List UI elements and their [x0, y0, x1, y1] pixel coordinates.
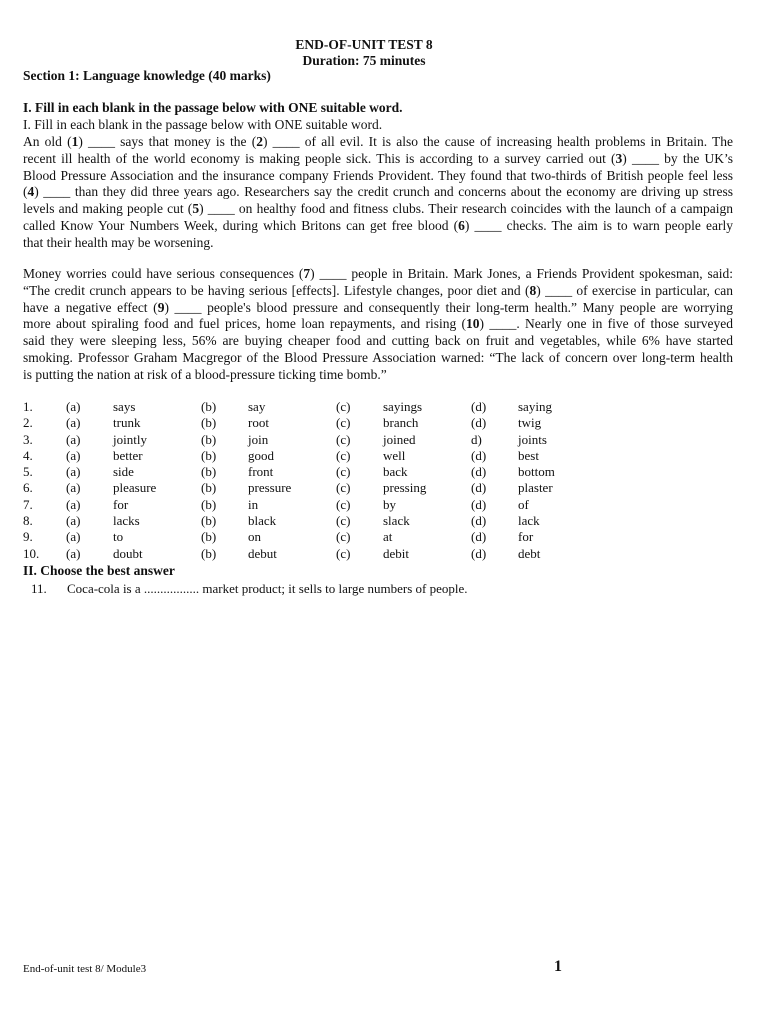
option-letter: (a): [66, 545, 81, 561]
option-word: joints: [518, 431, 547, 447]
option-word: sayings: [383, 399, 422, 414]
option-word: lack: [518, 513, 540, 529]
question-11-number: 11.: [31, 581, 47, 596]
option-word: join: [248, 431, 269, 447]
blank-number: 4: [27, 184, 35, 200]
option-row: [23, 529, 606, 545]
option-word: pleasure: [113, 480, 157, 496]
option-letter: (b): [201, 496, 217, 512]
passage-text: ) ____ people's blood pressure and consequently their long-term health.” Many people are worrying: [164, 299, 733, 315]
option-letter: (a): [66, 464, 81, 480]
test-duration: Duration: 75 minutes: [302, 53, 426, 68]
passage-text: ) ____ than they did three years ago. Researchers say the credit crunch and concerns about the economy are driving up stress: [34, 184, 733, 200]
passage-text: ) ____ checks. The aim is to warn people early: [464, 217, 733, 233]
option-word: to: [113, 529, 124, 545]
passage-text: levels and making people cut (: [23, 201, 193, 217]
passage-text: more about spiraling food and fuel prices, home loan repayments, and rising (: [23, 316, 467, 332]
blank-number: 10: [466, 316, 480, 332]
option-number: 1.: [23, 399, 33, 414]
part1-heading: I. Fill in each blank in the passage below with ONE suitable word.: [23, 100, 403, 115]
option-number: 3.: [23, 431, 33, 447]
option-word: in: [248, 496, 259, 512]
option-row: [23, 415, 606, 431]
option-letter: (b): [201, 480, 217, 496]
option-letter: (a): [66, 415, 81, 431]
option-letter: (c): [336, 399, 351, 414]
option-row: [23, 448, 606, 464]
passage-text: (: [23, 184, 28, 200]
passage-text: ) ____ by the UK’s: [622, 150, 733, 166]
passage-line: [23, 151, 733, 168]
option-number: 5.: [23, 464, 33, 480]
option-number: 8.: [23, 513, 33, 529]
passage-line: [23, 218, 733, 235]
passage-text: called Know Your Numbers Week, during which Britons can get free blood (: [23, 217, 459, 233]
option-row: [23, 497, 606, 513]
passage-text: said they were sleeping less, 56% are buying cheaper food and cutting back on fruit and vegetables, while 6% have started: [23, 333, 733, 349]
option-number: 10.: [23, 545, 40, 561]
option-letter: (b): [201, 447, 217, 463]
option-word: joined: [383, 431, 416, 447]
option-word: best: [518, 447, 539, 463]
passage-text: ) ____ on healthy food and fitness clubs. Their research coincides with the launch of a campaign: [199, 201, 734, 217]
option-word: trunk: [113, 415, 141, 431]
option-word: slack: [383, 513, 410, 529]
passage-text: have a negative effect (: [23, 299, 158, 315]
passage-text: ) ____. Nearly one in five of those surveyed: [479, 316, 733, 332]
footer-label: End-of-unit test 8/ Module3: [23, 963, 147, 975]
option-word: bottom: [518, 464, 555, 480]
passage-line: [23, 235, 733, 252]
part1-instruction: I. Fill in each blank in the passage below with ONE suitable word.: [23, 117, 383, 132]
option-word: debit: [383, 545, 409, 561]
passage-text: smoking. Professor Graham Macgregor of the Blood Pressure Association warned: “The lack of concern over long-term health: [23, 349, 733, 365]
option-letter: (b): [201, 529, 217, 545]
option-word: say: [248, 399, 266, 414]
option-word: for: [518, 529, 534, 545]
option-word: front: [248, 464, 274, 480]
option-letter: (a): [66, 399, 81, 414]
option-row: [23, 464, 606, 480]
option-letter: (d): [471, 464, 487, 480]
option-letter: (d): [471, 415, 487, 431]
blank-number: 5: [192, 201, 200, 217]
blank-number: 8: [529, 282, 537, 298]
option-word: side: [113, 464, 134, 480]
option-word: for: [113, 496, 129, 512]
option-letter: (b): [201, 399, 217, 414]
option-letter: (d): [471, 447, 487, 463]
blank-number: 6: [458, 217, 465, 233]
option-letter: (b): [201, 415, 217, 431]
passage-paragraph-1: [23, 134, 733, 252]
option-letter: (d): [471, 399, 487, 414]
blank-number: 7: [303, 266, 311, 281]
option-letter: (b): [201, 513, 217, 529]
passage-line: [23, 333, 733, 350]
option-number: 4.: [23, 447, 33, 463]
blank-number: 9: [157, 299, 165, 315]
page-number: 1: [554, 958, 562, 975]
option-word: twig: [518, 415, 542, 431]
passage-paragraph-2: [23, 266, 733, 384]
passage-line: [23, 300, 733, 317]
passage-line: [23, 316, 733, 333]
passage-text: recent ill health of the world economy is making people sick. This is according to a survey carried out (: [23, 150, 616, 166]
option-word: debt: [518, 545, 541, 561]
option-word: back: [383, 464, 408, 480]
option-word: doubt: [113, 545, 143, 561]
option-letter: (a): [66, 513, 81, 529]
passage-line: [23, 168, 733, 185]
passage-text: that their health may be worsening.: [23, 234, 214, 250]
option-number: 6.: [23, 480, 33, 496]
blank-number: 3: [615, 150, 623, 166]
option-word: better: [113, 447, 143, 463]
option-letter: (a): [66, 447, 81, 463]
option-letter: (b): [201, 464, 217, 480]
option-word: lacks: [113, 513, 140, 529]
passage-line: [23, 134, 733, 151]
passage-text: ) ____ of exercise in particular, can: [536, 282, 733, 298]
passage-text: Money worries could have serious consequences (: [23, 266, 304, 281]
option-word: root: [248, 415, 269, 431]
passage-line: [23, 283, 733, 300]
option-letter: (c): [336, 545, 351, 561]
option-row: [23, 399, 606, 415]
passage-text: is putting the nation at risk of a blood-pressure ticking time bomb.”: [23, 366, 387, 382]
option-number: 9.: [23, 529, 33, 545]
option-word: at: [383, 529, 393, 545]
passage-text: An old (: [23, 134, 72, 149]
section-heading: Section 1: Language knowledge (40 marks): [23, 68, 271, 83]
passage-line: [23, 350, 733, 367]
passage-line: [23, 367, 733, 384]
option-word: good: [248, 447, 274, 463]
option-word: black: [248, 513, 277, 529]
option-number: 2.: [23, 415, 33, 431]
option-letter: (c): [336, 513, 351, 529]
blank-number: 2: [256, 134, 263, 149]
passage-text: ) ____ says that money is the (: [78, 134, 257, 149]
passage-text: ) ____ people in Britain. Mark Jones, a Friends Provident spokesman, said:: [310, 266, 733, 281]
option-word: debut: [248, 545, 277, 561]
blank-number: 1: [71, 134, 79, 149]
option-letter: d): [471, 431, 482, 447]
option-row: [23, 513, 606, 529]
option-word: branch: [383, 415, 419, 431]
option-letter: (d): [471, 529, 487, 545]
option-word: of: [518, 496, 529, 512]
passage-line: [23, 184, 733, 201]
option-letter: (c): [336, 415, 351, 431]
option-word: by: [383, 496, 396, 512]
option-letter: (c): [336, 431, 351, 447]
option-letter: (c): [336, 496, 351, 512]
option-letter: (b): [201, 545, 217, 561]
option-letter: (a): [66, 431, 81, 447]
option-word: plaster: [518, 480, 553, 496]
option-word: pressure: [248, 480, 292, 496]
option-word: jointly: [113, 431, 147, 447]
option-word: saying: [518, 399, 552, 414]
option-letter: (d): [471, 480, 487, 496]
option-letter: (c): [336, 464, 351, 480]
option-word: says: [113, 399, 136, 414]
passage-text: ) ____ of all evil. It is also the cause of increasing health problems in Britain. The: [262, 134, 733, 149]
option-letter: (d): [471, 513, 487, 529]
test-title: END-OF-UNIT TEST 8: [295, 37, 433, 52]
option-letter: (c): [336, 447, 351, 463]
option-word: pressing: [383, 480, 427, 496]
option-row: [23, 546, 606, 562]
option-letter: (a): [66, 480, 81, 496]
option-word: on: [248, 529, 261, 545]
passage-line: [23, 266, 733, 283]
option-number: 7.: [23, 496, 33, 512]
part2-heading: II. Choose the best answer: [23, 563, 175, 578]
option-row: [23, 432, 606, 448]
passage-text: Blood Pressure Association and the insurance company Friends Provident. They found that two-thirds of British people feel less: [23, 167, 733, 183]
passage-line: [23, 201, 733, 218]
question-11-text: Coca-cola is a ................. market product; it sells to large numbers of people.: [67, 581, 468, 596]
option-letter: (c): [336, 529, 351, 545]
option-letter: (a): [66, 529, 81, 545]
option-letter: (b): [201, 431, 217, 447]
option-letter: (c): [336, 480, 351, 496]
option-row: [23, 480, 606, 496]
option-word: well: [383, 447, 406, 463]
option-letter: (d): [471, 496, 487, 512]
option-letter: (d): [471, 545, 487, 561]
options-table: [23, 399, 606, 562]
option-letter: (a): [66, 496, 81, 512]
passage-text: “The credit crunch appears to be having serious [effects]. Lifestyle changes, poor diet and (: [23, 282, 530, 298]
